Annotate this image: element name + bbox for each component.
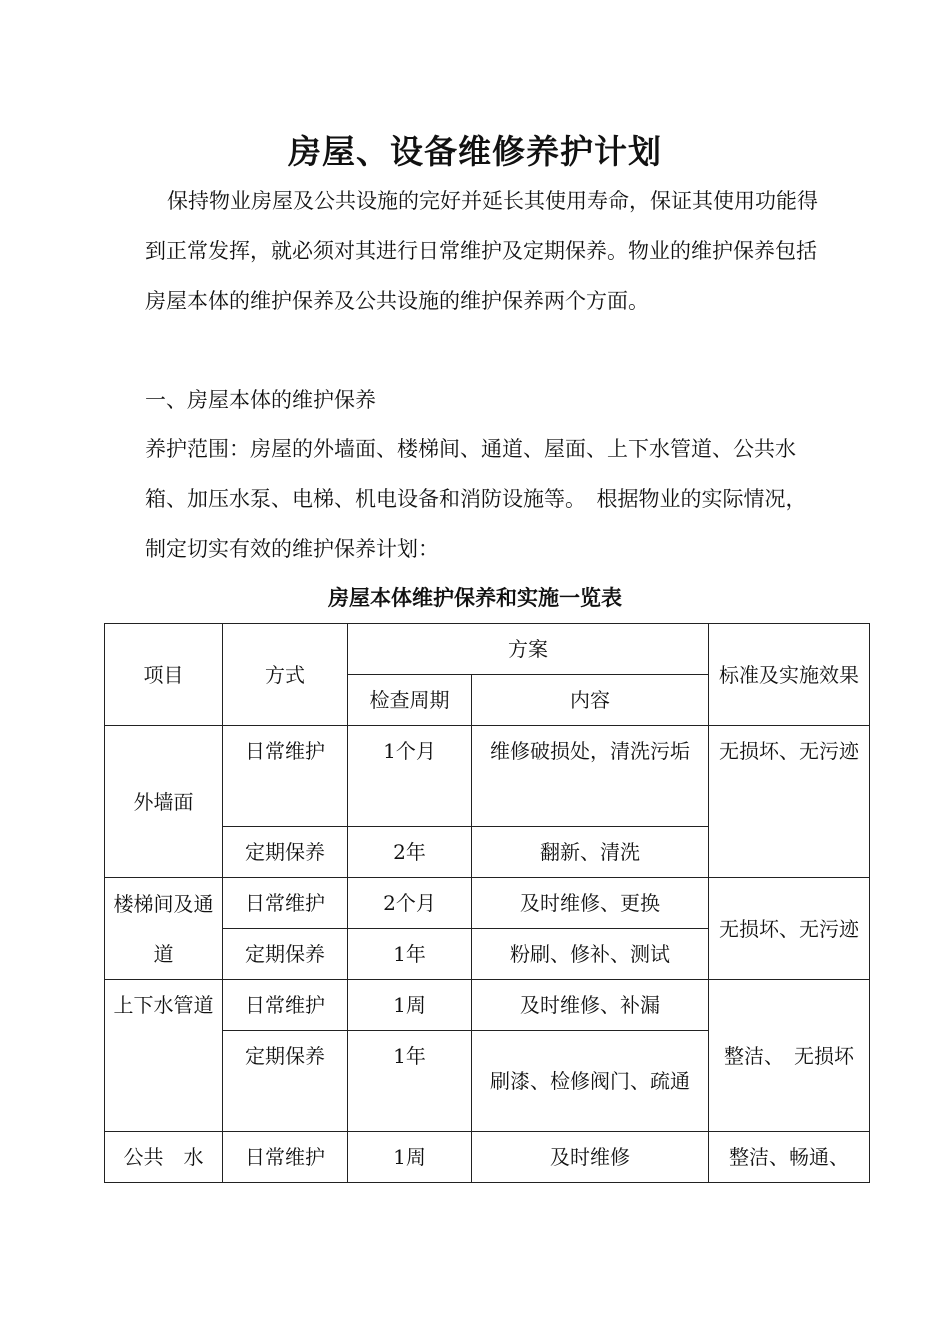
scope-paragraph: 养护范围：房屋的外墙面、楼梯间、通道、屋面、上下水管道、公共水箱、加压水泵、电梯、机电设备和消防设施等。 根据物业的实际情况，制定切实有效的维护保养计划： (145, 437, 807, 561)
intro-paragraph: 保持物业房屋及公共设施的完好并延长其使用寿命，保证其使用功能得到正常发挥，就必须对其进行日常维护及定期保养。物业的维护保养包括房屋本体的维护保养及公共设施的维护保养两个方面。 (145, 189, 818, 313)
content-cell: 维修破损处，清洗污垢 (472, 726, 709, 827)
cycle-cell: 2个月 (348, 878, 472, 929)
table-row (105, 1132, 870, 1183)
table-row (105, 980, 870, 1031)
table-title: 房屋本体维护保养和实施一览表 (328, 586, 622, 610)
cycle-cell: 1周 (348, 1132, 472, 1183)
method-cell: 定期保养 (223, 1031, 348, 1132)
standard-cell: 无损坏、无污迹 (709, 726, 870, 878)
cycle-cell: 1个月 (348, 726, 472, 827)
cycle-cell: 2年 (348, 827, 472, 878)
method-cell: 日常维护 (223, 726, 348, 827)
standard-cell: 无损坏、无污迹 (709, 878, 870, 980)
table-header-row (105, 624, 870, 675)
content-cell: 及时维修、更换 (472, 878, 709, 929)
item-cell: 楼梯间及通道 (105, 878, 223, 980)
content-cell: 及时维修 (472, 1132, 709, 1183)
cycle-cell: 1周 (348, 980, 472, 1031)
method-cell: 定期保养 (223, 827, 348, 878)
header-content: 内容 (472, 675, 709, 726)
document-title: 房屋、设备维修养护计划 (288, 132, 662, 171)
item-cell: 公共 水 (105, 1132, 223, 1183)
method-cell: 日常维护 (223, 980, 348, 1031)
header-method: 方式 (223, 624, 348, 726)
content-cell: 及时维修、补漏 (472, 980, 709, 1031)
method-cell: 日常维护 (223, 878, 348, 929)
table-row (105, 726, 870, 827)
header-plan: 方案 (348, 624, 709, 675)
content-cell: 粉刷、修补、测试 (472, 929, 709, 980)
method-cell: 定期保养 (223, 929, 348, 980)
section-heading: 一、房屋本体的维护保养 (145, 388, 376, 412)
content-cell: 翻新、清洗 (472, 827, 709, 878)
item-cell: 外墙面 (105, 726, 223, 878)
method-cell: 日常维护 (223, 1132, 348, 1183)
cycle-cell: 1年 (348, 1031, 472, 1132)
header-item: 项目 (105, 624, 223, 726)
maintenance-table (104, 623, 870, 1183)
header-standard: 标准及实施效果 (709, 624, 870, 726)
table-row (105, 878, 870, 929)
standard-cell: 整洁、 无损坏 (709, 980, 870, 1132)
standard-cell: 整洁、畅通、 (709, 1132, 870, 1183)
content-cell: 刷漆、检修阀门、疏通 (472, 1031, 709, 1132)
cycle-cell: 1年 (348, 929, 472, 980)
item-cell: 上下水管道 (105, 980, 223, 1132)
header-cycle: 检查周期 (348, 675, 472, 726)
